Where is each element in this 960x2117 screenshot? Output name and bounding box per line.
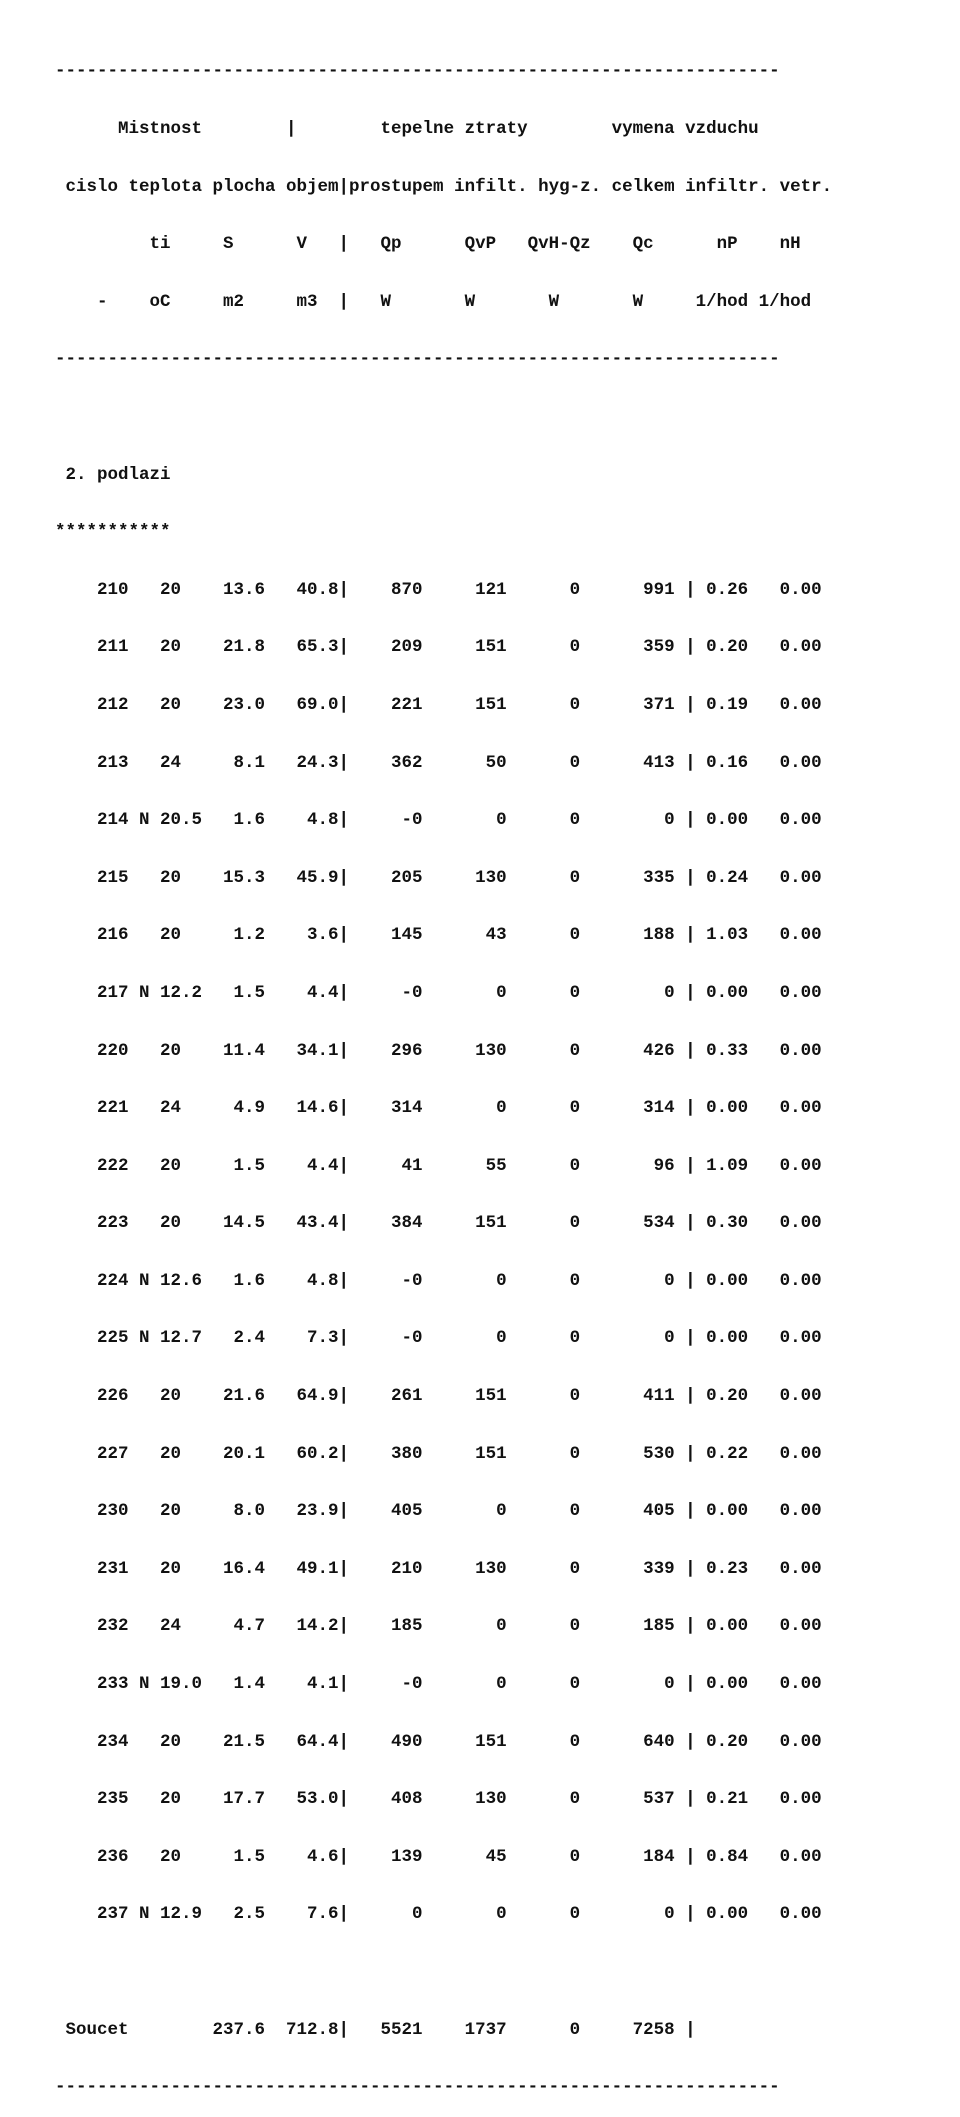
table-row: 234 20 21.5 64.4| 490 151 0 640 | 0.20 0.00 (55, 1731, 822, 1752)
table-row: 211 20 21.8 65.3| 209 151 0 359 | 0.20 0.00 (55, 637, 822, 658)
header-line-3: ti S V | Qp QvP QvH-Qz Qc nP nH (55, 234, 801, 255)
table-row: 222 20 1.5 4.4| 41 55 0 96 | 1.09 0.00 (55, 1155, 822, 1176)
table-row: 225 N 12.7 2.4 7.3| -0 0 0 0 | 0.00 0.00 (55, 1328, 822, 1349)
spacer (55, 1963, 832, 1982)
table-row: 210 20 13.6 40.8| 870 121 0 991 | 0.26 0.00 (55, 579, 822, 600)
table-row: 213 24 8.1 24.3| 362 50 0 413 | 0.16 0.00 (55, 752, 822, 773)
spacer (55, 408, 832, 427)
table-row: 232 24 4.7 14.2| 185 0 0 185 | 0.00 0.00 (55, 1616, 822, 1637)
table-row: 212 20 23.0 69.0| 221 151 0 371 | 0.19 0.00 (55, 694, 822, 715)
section-title: 2. podlazi (55, 464, 171, 485)
table-row: 215 20 15.3 45.9| 205 130 0 335 | 0.24 0.00 (55, 867, 822, 888)
table-row: 231 20 16.4 49.1| 210 130 0 339 | 0.23 0.00 (55, 1558, 822, 1579)
header-rule: --------------------------------------------------------------------- (55, 349, 780, 370)
table-row: 226 20 21.6 64.9| 261 151 0 411 | 0.20 0.00 (55, 1386, 822, 1407)
table-row: 216 20 1.2 3.6| 145 43 0 188 | 1.03 0.00 (55, 925, 822, 946)
top-rule: --------------------------------------------------------------------- (55, 61, 780, 82)
table-row: 235 20 17.7 53.0| 408 130 0 537 | 0.21 0.00 (55, 1789, 822, 1810)
heat-loss-report (55, 24, 832, 2117)
table-row: 230 20 8.0 23.9| 405 0 0 405 | 0.00 0.00 (55, 1501, 822, 1522)
table-row: 237 N 12.9 2.5 7.6| 0 0 0 0 | 0.00 0.00 (55, 1904, 822, 1925)
section-underline: *********** (55, 522, 171, 543)
table-row: 224 N 12.6 1.6 4.8| -0 0 0 0 | 0.00 0.00 (55, 1270, 822, 1291)
table-row: 236 20 1.5 4.6| 139 45 0 184 | 0.84 0.00 (55, 1846, 822, 1867)
table-row: 227 20 20.1 60.2| 380 151 0 530 | 0.22 0.00 (55, 1443, 822, 1464)
header-line-4: - oC m2 m3 | W W W W 1/hod 1/hod (55, 291, 812, 312)
header-line-1: Mistnost | tepelne ztraty vymena vzduchu (55, 119, 759, 139)
table-row: 223 20 14.5 43.4| 384 151 0 534 | 0.30 0.00 (55, 1213, 822, 1234)
header-line-2: cislo teplota plocha objem|prostupem infilt. hyg-z. celkem infiltr. vetr. (55, 176, 833, 197)
table-row: 233 N 19.0 1.4 4.1| -0 0 0 0 | 0.00 0.00 (55, 1674, 822, 1695)
bottom-rule: --------------------------------------------------------------------- (55, 2077, 780, 2098)
table-row: 214 N 20.5 1.6 4.8| -0 0 0 0 | 0.00 0.00 (55, 810, 822, 831)
table-row: 220 20 11.4 34.1| 296 130 0 426 | 0.33 0.00 (55, 1040, 822, 1061)
table-row: 217 N 12.2 1.5 4.4| -0 0 0 0 | 0.00 0.00 (55, 982, 822, 1003)
table-row: 221 24 4.9 14.6| 314 0 0 314 | 0.00 0.00 (55, 1098, 822, 1119)
total-row: Soucet 237.6 712.8| 5521 1737 0 7258 | (55, 2019, 696, 2040)
